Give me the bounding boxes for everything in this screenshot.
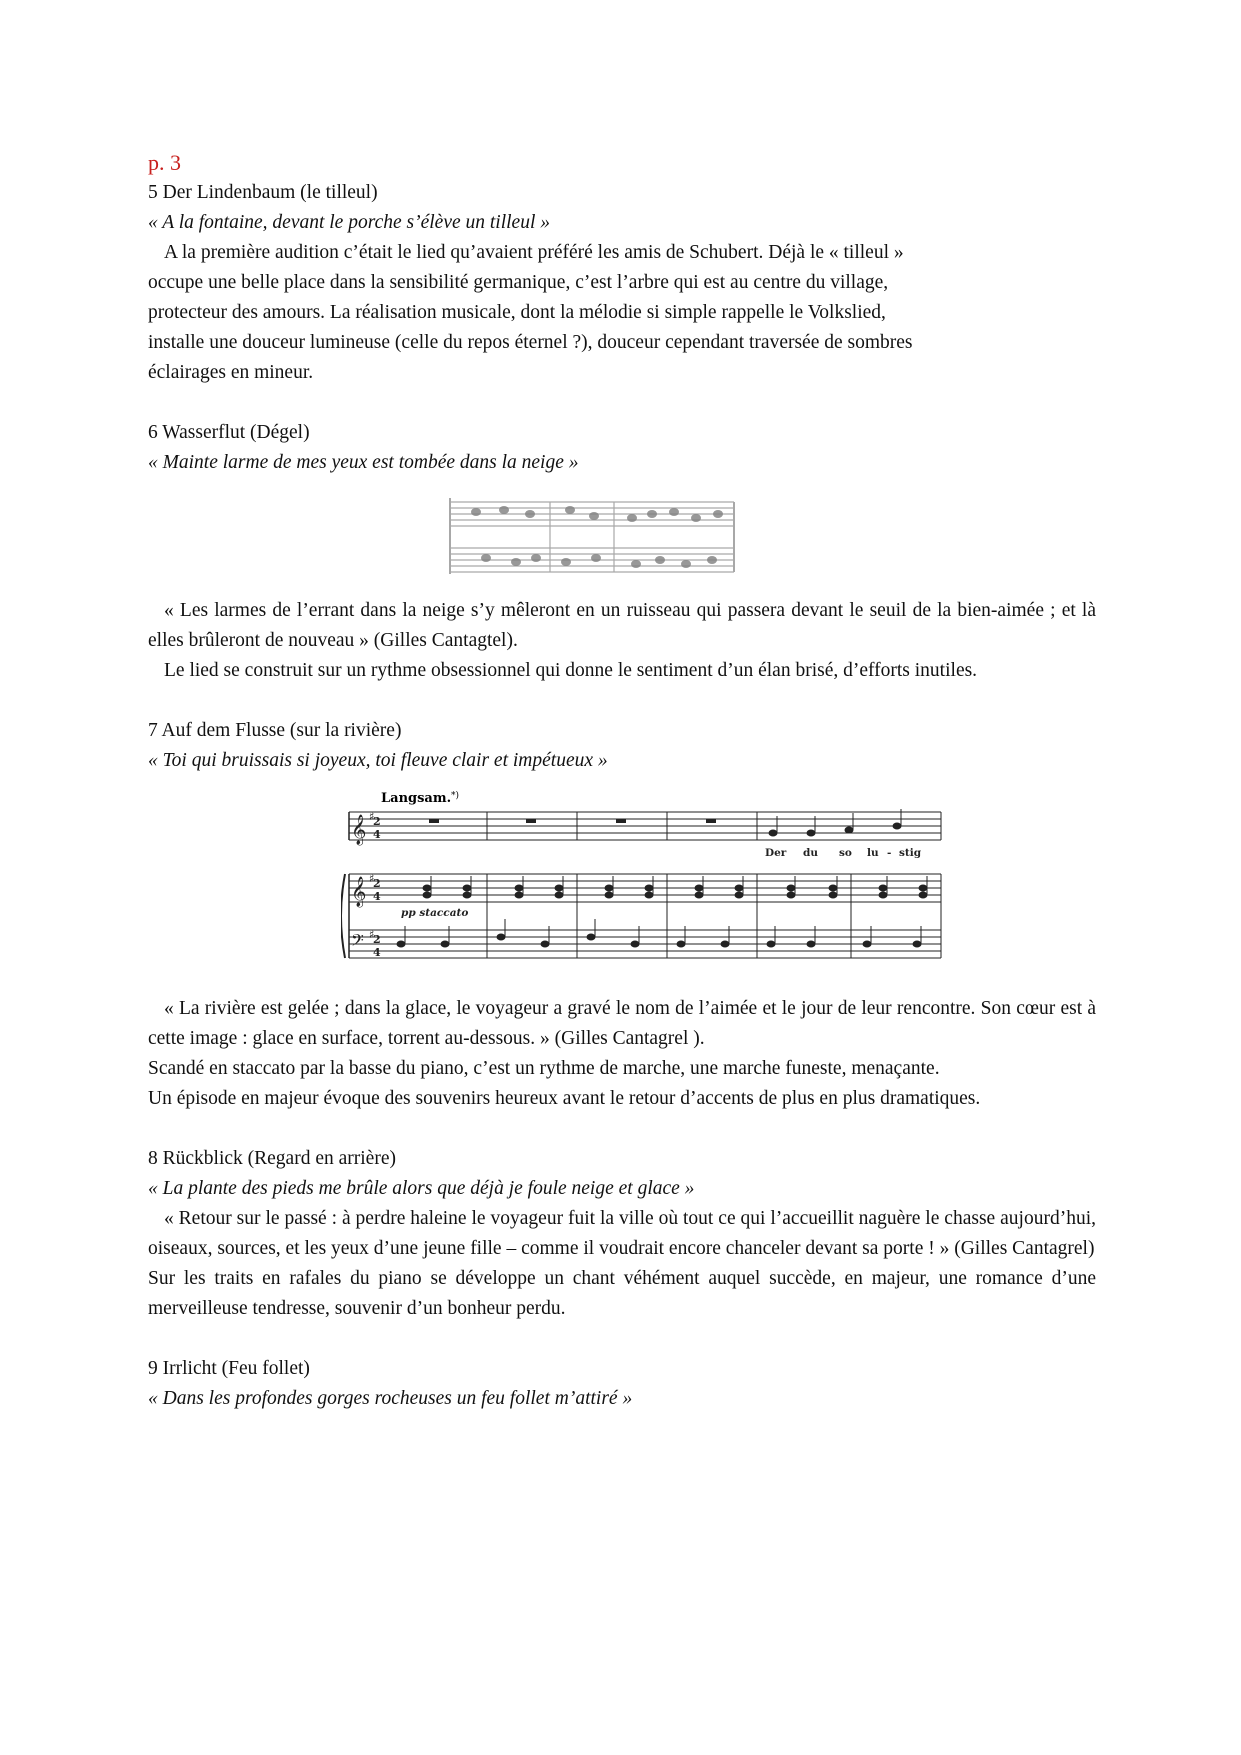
- section-9-title: 9 Irrlicht (Feu follet): [148, 1358, 310, 1379]
- score-lyric: stig: [899, 847, 922, 859]
- score-lyric: so: [839, 847, 852, 859]
- score-dynamic: pp staccato: [401, 907, 469, 919]
- section-5-line: A la première audition c’était le lied qu’avaient préféré les amis de Schubert. Déjà le « tilleul »: [164, 242, 904, 263]
- section-5-line: occupe une belle place dans la sensibilité germanique, c’est l’arbre qui est au centre du village,: [148, 272, 889, 293]
- section-7-paragraph: Un épisode en majeur évoque des souvenirs heureux avant le retour d’accents de plus en plus dramatiques.: [148, 1088, 981, 1109]
- section-5-quote: « A la fontaine, devant le porche s’élève un tilleul »: [148, 212, 550, 233]
- score-tempo-mark: *): [451, 791, 460, 801]
- page: [148, 148, 1096, 1414]
- section-6-paragraph: « Les larmes de l’errant dans la neige s’y mêleront en un ruisseau qui passera devant le seuil de la bien-aimée ; et là elles brûleront de nouveau » (Gilles Cantagtel).: [148, 600, 1096, 651]
- score-lyric: Der: [765, 847, 787, 859]
- score-lyric: lu: [867, 847, 879, 859]
- score-auf-dem-flusse-image: [341, 786, 949, 968]
- section-8-paragraph: « Retour sur le passé : à perdre haleine le voyageur fuit la ville où tout ce qui l’accueillit naguère le chasse aujourd’hui, oiseaux, sources, et les yeux d’une jeune fille – comme il voudrait encore chanceler devant sa porte ! » (Gilles Cantagrel): [148, 1208, 1096, 1259]
- section-8-title: 8 Rückblick (Regard en arrière): [148, 1148, 396, 1169]
- section-5-line: éclairages en mineur.: [148, 362, 314, 383]
- page-number: p. 3: [148, 150, 181, 175]
- section-6-quote: « Mainte larme de mes yeux est tombée dans la neige »: [148, 452, 579, 473]
- score-lyric: du: [803, 847, 818, 859]
- section-6-paragraph: Le lied se construit sur un rythme obsessionnel qui donne le sentiment d’un élan brisé, d’efforts inutiles.: [164, 660, 978, 681]
- svg-text:2: 2: [373, 877, 381, 890]
- svg-text:4: 4: [373, 828, 381, 841]
- section-5-line: installe une douceur lumineuse (celle du repos éternel ?), douceur cependant traversée de sombres: [148, 332, 913, 353]
- svg-text:2: 2: [373, 815, 381, 828]
- svg-text:♯: ♯: [369, 810, 375, 823]
- svg-text:4: 4: [373, 890, 381, 903]
- score-lyric: -: [887, 847, 892, 859]
- svg-text:𝄞: 𝄞: [351, 815, 367, 845]
- svg-text:♯: ♯: [369, 872, 375, 885]
- svg-text:𝄢: 𝄢: [351, 930, 364, 954]
- section-8-quote: « La plante des pieds me brûle alors que déjà je foule neige et glace »: [148, 1178, 695, 1199]
- section-5-title: 5 Der Lindenbaum (le tilleul): [148, 182, 378, 203]
- section-7-paragraph: « La rivière est gelée ; dans la glace, le voyageur a gravé le nom de l’aimée et le jour de leur rencontre. Son cœur est à cette image : glace en surface, torrent au-dessous. » (Gilles Cantagrel ).: [148, 998, 1096, 1049]
- score-tempo: Langsam.: [381, 791, 452, 806]
- section-5-body: [148, 238, 1096, 388]
- svg-text:4: 4: [373, 946, 381, 959]
- svg-text:♯: ♯: [369, 928, 375, 941]
- svg-text:𝄞: 𝄞: [351, 877, 367, 907]
- section-7-paragraph: Scandé en staccato par la basse du piano, c’est un rythme de marche, une marche funeste, menaçante.: [148, 1058, 940, 1079]
- section-7-quote: « Toi qui bruissais si joyeux, toi fleuve clair et impétueux »: [148, 750, 608, 771]
- section-8-paragraph: Sur les traits en rafales du piano se développe un chant véhément auquel succède, en majeur, une romance d’une merveilleuse tendresse, souvenir d’un bonheur perdu.: [148, 1268, 1096, 1319]
- svg-text:2: 2: [373, 933, 381, 946]
- section-6-title: 6 Wasserflut (Dégel): [148, 422, 310, 443]
- score-wasserflut-image: [446, 490, 738, 574]
- section-5-line: protecteur des amours. La réalisation musicale, dont la mélodie si simple rappelle le Volkslied,: [148, 302, 886, 323]
- section-7-title: 7 Auf dem Flusse (sur la rivière): [148, 720, 402, 741]
- section-9-quote: « Dans les profondes gorges rocheuses un feu follet m’attiré »: [148, 1388, 633, 1409]
